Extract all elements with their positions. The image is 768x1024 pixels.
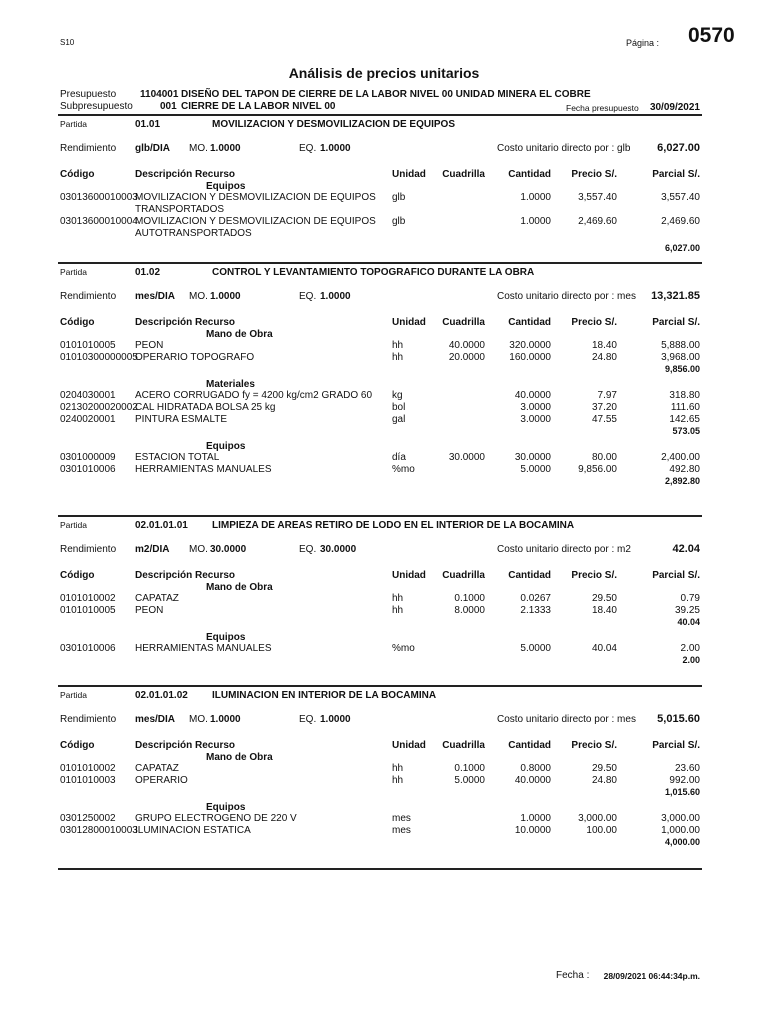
item-codigo: 0101010002 [60,763,116,774]
item-codigo: 0204030001 [60,390,116,401]
item-codigo: 0301000009 [60,452,116,463]
table-row [0,402,768,414]
table-row [0,216,768,228]
costo-label: Costo unitario directo por : glb [497,143,631,154]
rendimiento-label: Rendimiento [60,291,117,302]
partida-label: Partida [60,690,87,700]
rendimiento-unit: mes/DIA [135,714,176,725]
item-cantidad: 1.0000 [520,813,551,824]
group-name: Equipos [206,181,246,192]
eq-value: 30.0000 [320,544,357,555]
item-precio: 29.50 [591,763,617,774]
partida-desc: CONTROL Y LEVANTAMIENTO TOPOGRAFICO DURANTE LA OBRA [212,267,535,278]
item-parcial: 111.60 [670,402,700,413]
item-precio: 18.40 [591,340,617,351]
table-row [0,605,768,617]
item-cantidad: 2.1333 [520,605,551,616]
col-cuadrilla: Cuadrilla [442,169,485,180]
item-precio: 47.55 [591,414,617,425]
partida-label: Partida [60,119,87,129]
item-codigo: 0101010002 [60,593,116,604]
item-cuadrilla: 20.0000 [448,352,485,363]
partida-code: 02.01.01.01 [135,520,188,531]
col-precio: Precio S/. [571,740,617,751]
item-parcial: 492.80 [669,464,700,475]
col-descripcion: Descripción Recurso [135,169,236,180]
item-descripcion-cont: AUTOTRANSPORTADOS [135,228,252,239]
group-subtotal: 6,027.00 [664,243,700,253]
item-parcial: 142.65 [669,414,700,425]
partida-code: 01.02 [135,267,161,278]
col-precio: Precio S/. [571,317,617,328]
table-row [0,352,768,364]
footer-date-label: Fecha : [556,970,590,981]
group-name: Mano de Obra [206,329,273,340]
costo-unitario: 6,027.00 [657,142,700,154]
item-descripcion: CAPATAZ [135,763,179,774]
page-number: 0570 [688,24,735,47]
col-cuadrilla: Cuadrilla [442,740,485,751]
item-cantidad: 10.0000 [514,825,551,836]
table-row [0,192,768,204]
item-codigo: 03013600010004 [60,216,138,227]
item-unidad: glb [392,192,406,203]
group-name: Mano de Obra [206,752,273,763]
group-subtotal: 9,856.00 [664,364,700,374]
item-cantidad: 30.0000 [514,452,551,463]
costo-unitario: 5,015.60 [657,713,700,725]
col-unidad: Unidad [392,740,426,751]
presupuesto-code: 1104001 [140,89,179,100]
item-precio: 40.04 [591,643,617,654]
item-descripcion: ACERO CORRUGADO fy = 4200 kg/cm2 GRADO 60 [135,390,373,401]
item-codigo: 03013600010003 [60,192,138,203]
item-codigo: 01010300000005 [60,352,138,363]
item-descripcion-cont: TRANSPORTADOS [135,204,225,215]
item-cantidad: 40.0000 [514,390,551,401]
item-precio: 9,856.00 [578,464,617,475]
item-descripcion: PINTURA ESMALTE [135,414,228,425]
eq-value: 1.0000 [320,714,351,725]
item-codigo: 0240020001 [60,414,116,425]
item-cuadrilla: 40.0000 [448,340,485,351]
col-unidad: Unidad [392,570,426,581]
item-unidad: mes [392,825,411,836]
table-row [0,340,768,352]
mo-label: MO. [189,714,208,725]
item-codigo: 0101010005 [60,340,116,351]
col-precio: Precio S/. [571,169,617,180]
rendimiento-unit: m2/DIA [135,544,170,555]
rendimiento-label: Rendimiento [60,544,117,555]
mo-value: 1.0000 [210,143,241,154]
eq-value: 1.0000 [320,143,351,154]
item-cuadrilla: 30.0000 [448,452,485,463]
col-parcial: Parcial S/. [652,740,700,751]
item-cantidad: 5.0000 [520,464,551,475]
col-codigo: Código [60,740,95,751]
item-descripcion: OPERARIO [135,775,188,786]
footer-date: 28/09/2021 06:44:34p.m. [603,971,700,981]
subpresupuesto-code: 001 [160,101,177,112]
item-unidad: hh [392,605,404,616]
item-descripcion: CAPATAZ [135,593,179,604]
item-parcial: 1,000.00 [661,825,700,836]
item-cuadrilla: 8.0000 [454,605,485,616]
col-codigo: Código [60,570,95,581]
item-unidad: %mo [392,643,415,654]
rendimiento-label: Rendimiento [60,714,117,725]
col-cuadrilla: Cuadrilla [442,317,485,328]
group-name: Equipos [206,802,246,813]
col-cantidad: Cantidad [508,740,551,751]
item-descripcion: ESTACION TOTAL [135,452,220,463]
item-unidad: %mo [392,464,415,475]
item-cantidad: 0.0267 [520,593,551,604]
item-unidad: hh [392,763,404,774]
rendimiento-unit: glb/DIA [135,143,170,154]
document-title: Análisis de precios unitarios [288,65,480,81]
group-name: Equipos [206,632,246,643]
col-cuadrilla: Cuadrilla [442,570,485,581]
col-unidad: Unidad [392,169,426,180]
partida-desc: ILUMINACION EN INTERIOR DE LA BOCAMINA [212,690,437,701]
item-parcial: 318.80 [669,390,700,401]
mo-label: MO. [189,291,208,302]
col-cantidad: Cantidad [508,570,551,581]
group-name: Mano de Obra [206,582,273,593]
group-subtotal: 40.04 [677,617,700,627]
rendimiento-unit: mes/DIA [135,291,176,302]
item-cantidad: 320.0000 [509,340,551,351]
section-divider [58,515,702,517]
item-unidad: kg [392,390,403,401]
col-descripcion: Descripción Recurso [135,570,236,581]
item-unidad: hh [392,340,404,351]
item-descripcion: GRUPO ELECTROGENO DE 220 V [135,813,297,824]
item-parcial: 39.25 [674,605,700,616]
item-codigo: 0101010003 [60,775,116,786]
costo-unitario: 42.04 [672,543,700,555]
section-divider [58,262,702,264]
item-cantidad: 160.0000 [509,352,551,363]
item-cantidad: 3.0000 [520,402,551,413]
item-parcial: 5,888.00 [661,340,700,351]
table-row [0,390,768,402]
section-divider [58,868,702,870]
col-cantidad: Cantidad [508,169,551,180]
item-cantidad: 1.0000 [520,192,551,203]
item-descripcion: MOVILIZACION Y DESMOVILIZACION DE EQUIPOS [135,216,376,227]
item-cantidad: 1.0000 [520,216,551,227]
fecha-presupuesto: 30/09/2021 [649,102,700,113]
group-subtotal: 2.00 [682,655,700,665]
item-unidad: hh [392,352,404,363]
item-parcial: 2,469.60 [661,216,700,227]
item-precio: 24.80 [591,352,617,363]
item-cantidad: 5.0000 [520,643,551,654]
item-codigo: 0301250002 [60,813,116,824]
item-precio: 24.80 [591,775,617,786]
group-subtotal: 4,000.00 [664,837,700,847]
item-unidad: hh [392,593,404,604]
mo-value: 1.0000 [210,714,241,725]
item-cuadrilla: 0.1000 [454,593,485,604]
table-row [0,452,768,464]
eq-label: EQ. [299,544,317,555]
item-precio: 3,000.00 [578,813,617,824]
table-row [0,643,768,655]
system-code: S10 [60,38,75,47]
col-codigo: Código [60,317,95,328]
item-codigo: 0301010006 [60,464,116,475]
item-descripcion: ILUMINACION ESTATICA [135,825,251,836]
item-precio: 3,557.40 [578,192,617,203]
item-descripcion: HERRAMIENTAS MANUALES [135,464,272,475]
mo-label: MO. [189,143,208,154]
item-descripcion: CAL HIDRATADA BOLSA 25 kg [135,402,276,413]
rendimiento-label: Rendimiento [60,143,117,154]
group-name: Materiales [206,379,255,390]
item-unidad: bol [392,402,406,413]
item-cantidad: 40.0000 [514,775,551,786]
item-precio: 29.50 [591,593,617,604]
item-precio: 18.40 [591,605,617,616]
item-descripcion: HERRAMIENTAS MANUALES [135,643,272,654]
table-row [0,813,768,825]
item-descripcion: OPERARIO TOPOGRAFO [135,352,255,363]
item-parcial: 992.00 [669,775,700,786]
partida-desc: MOVILIZACION Y DESMOVILIZACION DE EQUIPOS [212,119,455,130]
item-codigo: 0101010005 [60,605,116,616]
item-cantidad: 0.8000 [520,763,551,774]
item-codigo: 02130200020002 [60,402,138,413]
item-precio: 37.20 [591,402,617,413]
item-parcial: 2.00 [680,643,700,654]
partida-label: Partida [60,267,87,277]
item-unidad: mes [392,813,411,824]
col-codigo: Código [60,169,95,180]
item-unidad: día [392,452,406,463]
costo-label: Costo unitario directo por : mes [497,291,636,302]
col-precio: Precio S/. [571,570,617,581]
mo-value: 1.0000 [210,291,241,302]
group-subtotal: 573.05 [672,426,700,436]
table-row [0,414,768,426]
item-cuadrilla: 5.0000 [454,775,485,786]
item-parcial: 3,557.40 [661,192,700,203]
page-label: Página : [626,38,660,48]
item-descripcion: PEON [135,340,164,351]
col-parcial: Parcial S/. [652,317,700,328]
costo-label: Costo unitario directo por : m2 [497,544,631,555]
mo-label: MO. [189,544,208,555]
item-parcial: 0.79 [680,593,700,604]
subpresupuesto-desc: CIERRE DE LA LABOR NIVEL 00 [181,101,336,112]
mo-value: 30.0000 [210,544,247,555]
item-precio: 80.00 [591,452,617,463]
partida-desc: LIMPIEZA DE AREAS RETIRO DE LODO EN EL INTERIOR DE LA BOCAMINA [212,520,575,531]
item-cuadrilla: 0.1000 [454,763,485,774]
col-unidad: Unidad [392,317,426,328]
table-row [0,593,768,605]
group-subtotal: 2,892.80 [664,476,700,486]
section-divider [58,114,702,116]
presupuesto-label: Presupuesto [60,89,117,100]
col-parcial: Parcial S/. [652,169,700,180]
table-row [0,464,768,476]
item-codigo: 0301010006 [60,643,116,654]
item-cantidad: 3.0000 [520,414,551,425]
item-precio: 7.97 [597,390,617,401]
table-row [0,825,768,837]
item-unidad: hh [392,775,404,786]
group-subtotal: 1,015.60 [664,787,700,797]
subpresupuesto-label: Subpresupuesto [60,101,133,112]
item-parcial: 3,000.00 [661,813,700,824]
costo-label: Costo unitario directo por : mes [497,714,636,725]
item-codigo: 03012800010003 [60,825,138,836]
item-descripcion: PEON [135,605,164,616]
col-parcial: Parcial S/. [652,570,700,581]
item-unidad: glb [392,216,406,227]
partida-label: Partida [60,520,87,530]
costo-unitario: 13,321.85 [651,290,700,302]
col-descripcion: Descripción Recurso [135,740,236,751]
eq-label: EQ. [299,291,317,302]
item-precio: 2,469.60 [578,216,617,227]
presupuesto-desc: DISEÑO DEL TAPON DE CIERRE DE LA LABOR NIVEL 00 UNIDAD MINERA EL COBRE [181,89,591,100]
partida-code: 01.01 [135,119,161,130]
table-row [0,775,768,787]
fecha-presupuesto-label: Fecha presupuesto [566,103,639,113]
item-descripcion: MOVILIZACION Y DESMOVILIZACION DE EQUIPOS [135,192,376,203]
section-divider [58,685,702,687]
eq-value: 1.0000 [320,291,351,302]
item-unidad: gal [392,414,406,425]
eq-label: EQ. [299,714,317,725]
col-descripcion: Descripción Recurso [135,317,236,328]
table-row [0,763,768,775]
item-parcial: 23.60 [674,763,700,774]
col-cantidad: Cantidad [508,317,551,328]
partida-code: 02.01.01.02 [135,690,188,701]
item-parcial: 3,968.00 [661,352,700,363]
item-precio: 100.00 [586,825,617,836]
item-parcial: 2,400.00 [661,452,700,463]
group-name: Equipos [206,441,246,452]
eq-label: EQ. [299,143,317,154]
